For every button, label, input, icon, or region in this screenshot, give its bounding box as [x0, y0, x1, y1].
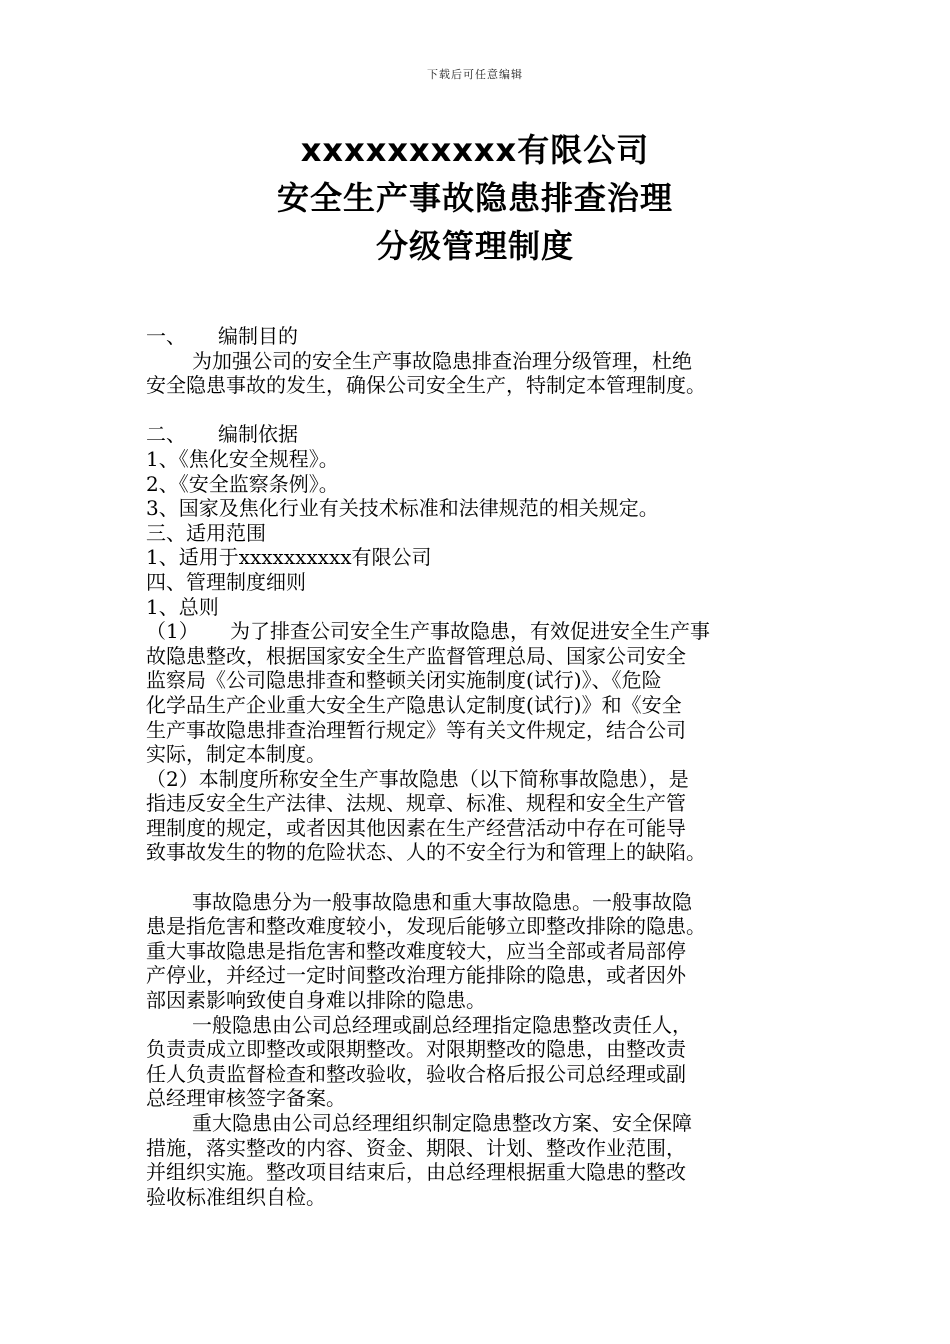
paragraph-line: 监察局《公司隐患排查和整顿关闭实施制度(试行)》、《危险 [146, 668, 662, 693]
section-heading-purpose [146, 324, 826, 349]
paragraph-line: 验收标准组织自检。 [146, 1184, 326, 1209]
paragraph-line: 安全隐患事故的发生，确保公司安全生产，特制定本管理制度。 [146, 373, 706, 398]
paragraph-line: 措施，落实整改的内容、资金、期限、计划、整改作业范围， [146, 1135, 686, 1160]
document-title [0, 126, 950, 270]
section-heading-rules: 四、管理制度细则 [146, 569, 306, 594]
section-number: 二、 [146, 422, 186, 447]
paragraph-line: 一般隐患由公司总经理或副总经理指定隐患整改责任人， [192, 1012, 692, 1037]
paragraph-line: 部因素影响致使自身难以排除的隐患。 [146, 988, 486, 1013]
paragraph-line: 致事故发生的物的危险状态、人的不安全行为和管理上的缺陷。 [146, 840, 706, 865]
paragraph-line: 负责责成立即整改或限期整改。对限期整改的隐患，由整改责 [146, 1037, 686, 1062]
title-subject: 安全生产事故隐患排查治理 [276, 179, 673, 217]
paragraph-line: 任人负责监督检查和整改验收，验收合格后报公司总经理或副 [146, 1061, 686, 1086]
header-note: 下载后可任意编辑 [427, 68, 523, 81]
paragraph-line: 理制度的规定，或者因其他因素在生产经营活动中存在可能导 [146, 815, 686, 840]
subsection-heading: 1、总则 [146, 594, 219, 619]
paragraph-line: 重大隐患由公司总经理组织制定隐患整改方案、安全保障 [192, 1111, 692, 1135]
document-body [146, 324, 826, 1209]
list-item: 1、适用于xxxxxxxxxx有限公司 [146, 545, 432, 570]
paragraph-line: 重大事故隐患是指危害和整改难度较大，应当全部或者局部停 [146, 938, 686, 963]
item-number: （1） [146, 619, 199, 644]
paragraph-line: 生产事故隐患排查治理暂行规定》等有关文件规定，结合公司 [146, 717, 686, 742]
list-item: 2、《安全监察条例》。 [146, 471, 339, 496]
paragraph-line: 总经理审核签字备案。 [146, 1086, 346, 1111]
blank-line [146, 398, 826, 423]
paragraph-line: 实际，制定本制度。 [146, 742, 326, 767]
title-company: xxxxxxxxxx有限公司 [300, 131, 650, 169]
paragraph-line: 产停业，并经过一定时间整改治理方能排除的隐患，或者因外 [146, 963, 686, 988]
paragraph-text: 为了排查公司安全生产事故隐患，有效促进安全生产事 [230, 619, 710, 644]
section-heading-scope: 三、适用范围 [146, 520, 266, 545]
paragraph-line: 故隐患整改，根据国家安全生产监督管理总局、国家公司安全 [146, 643, 686, 668]
list-item: 1、《焦化安全规程》。 [146, 446, 339, 471]
section-title: 编制目的 [218, 324, 298, 348]
paragraph-line: 为加强公司的安全生产事故隐患排查治理分级管理，杜绝 [192, 348, 692, 373]
paragraph-line: 患是指危害和整改难度较小，发现后能够立即整改排除的隐患。 [146, 914, 706, 939]
paragraph-line: 指违反安全生产法律、法规、规章、标准、规程和安全生产管 [146, 791, 686, 816]
section-number: 一、 [146, 324, 186, 348]
paragraph-line [146, 619, 826, 644]
paragraph-line: （2）本制度所称安全生产事故隐患（以下简称事故隐患），是 [146, 766, 689, 791]
section-title: 编制依据 [218, 422, 298, 447]
paragraph-line: 并组织实施。整改项目结束后，由总经理根据重大隐患的整改 [146, 1160, 686, 1185]
list-item: 3、国家及焦化行业有关技术标准和法律规范的相关规定。 [146, 496, 659, 521]
title-type: 分级管理制度 [375, 227, 574, 265]
paragraph-line: 事故隐患分为一般事故隐患和重大事故隐患。一般事故隐 [192, 889, 692, 914]
section-heading-basis [146, 422, 826, 447]
blank-line [146, 865, 826, 890]
paragraph-line: 化学品生产企业重大安全生产隐患认定制度(试行)》和《安全 [146, 692, 682, 717]
